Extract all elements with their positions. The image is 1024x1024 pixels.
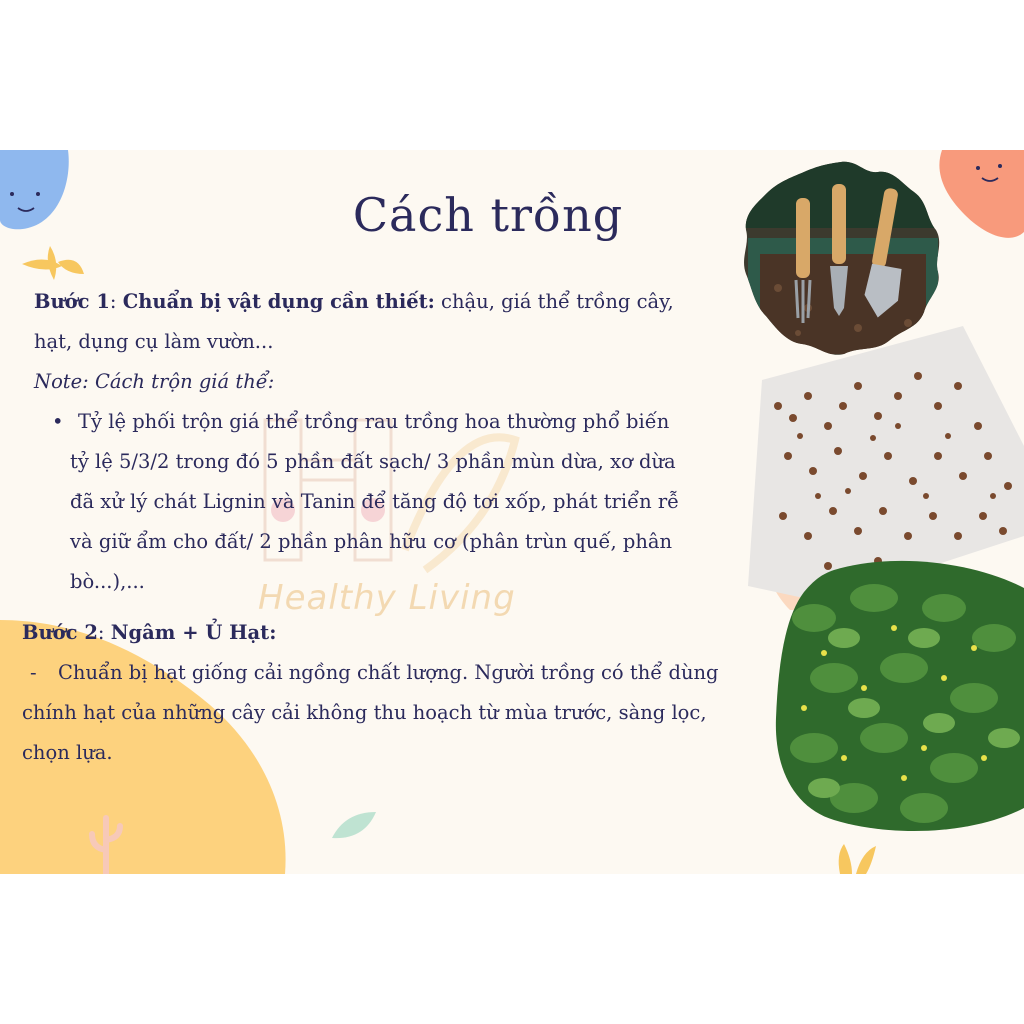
yellow-leaf-decoration: [22, 246, 84, 280]
step1-line2: hạt, dụng cụ làm vườn...: [34, 330, 274, 353]
slide: [0, 150, 1024, 874]
watermark-text: Healthy Living: [258, 578, 516, 618]
bullet-marker: •: [52, 410, 64, 433]
bullet-line: đã xử lý chát Lignin và Tanin để tăng độ tơi xốp, phát triển rễ: [70, 490, 680, 513]
bullet-line: và giữ ẩm cho đất/ 2 phần phân hữu cơ (phân trùn quế, phân: [70, 530, 673, 553]
mustard-greens-photo: [774, 558, 1024, 834]
step2-text-line: chọn lựa.: [22, 741, 113, 764]
mint-leaf: [332, 812, 376, 838]
step2-dash: -: [30, 661, 37, 684]
step2-text-line: chính hạt của những cây cải không thu hoạch từ mùa trước, sàng lọc,: [22, 701, 707, 724]
step2-line1: Bước 2: Ngâm + Ủ Hạt:: [22, 621, 277, 644]
step2-text-line: Chuẩn bị hạt giống cải ngồng chất lượng. Người trồng có thể dùng: [58, 661, 719, 684]
step1-line1: Bước 1: Chuẩn bị vật dụng cần thiết: chậu, giá thể trồng cây,: [34, 290, 674, 313]
step1-text: chậu, giá thể trồng cây,: [434, 290, 674, 313]
step2-heading: Ngâm + Ủ Hạt:: [110, 621, 277, 644]
step1-heading: Chuẩn bị vật dụng cần thiết:: [122, 290, 435, 313]
yellow-sprout: [839, 844, 876, 874]
bullet-line: tỷ lệ 5/3/2 trong đó 5 phần đất sạch/ 3 phần mùn dừa, xơ dừa: [70, 450, 676, 473]
step2-label: Bước 2: [22, 621, 98, 644]
note-line: Note: Cách trộn giá thể:: [34, 370, 275, 393]
bullet-line: bò...),...: [70, 570, 145, 593]
step1-label: Bước 1: [34, 290, 110, 313]
bullet-line: Tỷ lệ phối trộn giá thể trồng rau trồng hoa thường phổ biến: [78, 410, 670, 433]
slide-title: Cách trồng: [352, 188, 624, 242]
